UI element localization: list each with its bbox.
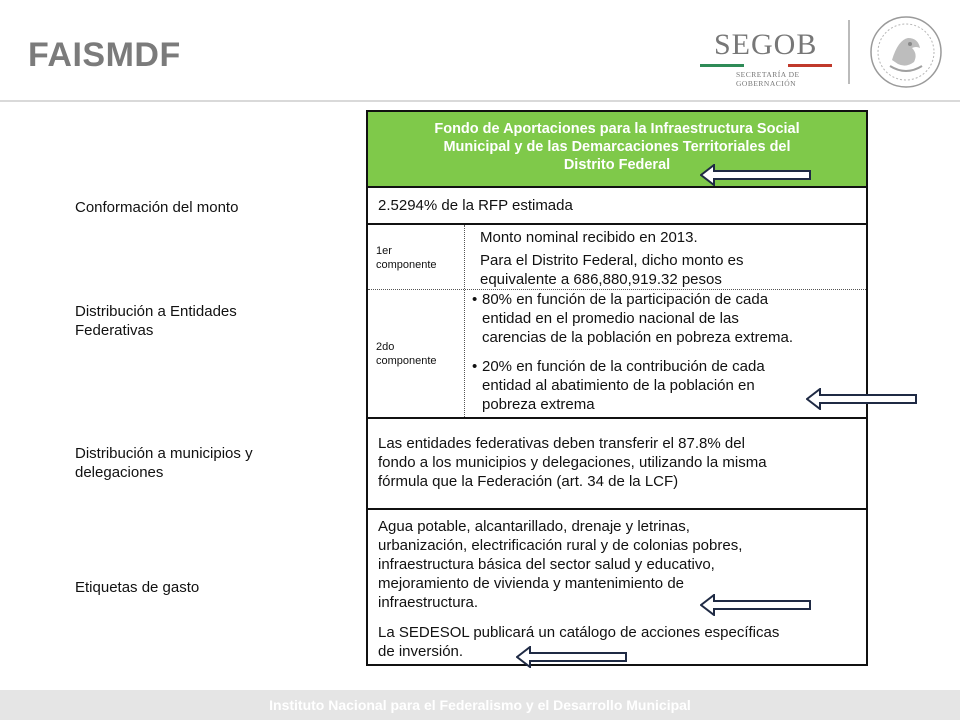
page-title: FAISMDF bbox=[28, 36, 181, 74]
national-seal-icon bbox=[868, 14, 944, 90]
comp2-label: 2do componente bbox=[376, 341, 437, 367]
segob-logo-subtitle: SECRETARÍA DE GOBERNACIÓN bbox=[736, 70, 800, 88]
sedesol-text: La SEDESOL publicará un catálogo de acciones específicas de inversión. bbox=[378, 624, 780, 660]
row-divider bbox=[368, 223, 866, 225]
comp1-line1: Monto nominal recibido en 2013. bbox=[480, 229, 698, 246]
municipios-text: Las entidades federativas deben transferir el 87.8% del fondo a los municipios y delegaciones, utilizando la misma fórmula que la Federación (art. 34 de la LCF) bbox=[378, 435, 767, 490]
label-entidades: Distribución a Entidades Federativas bbox=[75, 303, 237, 339]
label-conformacion: Conformación del monto bbox=[75, 199, 239, 216]
label-municipios: Distribución a municipios y delegaciones bbox=[75, 445, 253, 481]
segob-logo bbox=[700, 28, 840, 88]
conformacion-value: 2.5294% de la RFP estimada bbox=[378, 197, 573, 214]
bullet-item-1: • 80% en función de la participación de cada entidad en el promedio nacional de las carencias de la población en pobreza extrema. bbox=[472, 291, 794, 346]
comp1-line3: equivalente a 686,880,919.32 pesos bbox=[480, 271, 722, 288]
header-rule bbox=[0, 100, 960, 102]
faismdf-table bbox=[366, 110, 868, 666]
header-divider bbox=[848, 20, 850, 84]
row-divider bbox=[368, 417, 866, 419]
bullet-item-2: • 20% en función de la contribución de cada entidad al abatimiento de la población en pobreza extrema bbox=[472, 358, 765, 413]
table-header: Fondo de Aportaciones para la Infraestructura Social Municipal y de las Demarcaciones Territoriales del Distrito Federal bbox=[368, 112, 866, 188]
arrow-left-icon bbox=[516, 646, 628, 668]
segob-logo-bar bbox=[700, 64, 832, 67]
arrow-left-icon bbox=[700, 594, 812, 616]
etiquetas-text: Agua potable, alcantarillado, drenaje y letrinas, urbanización, electrificación rural y de colonias pobres, infraestructura básica del sector salud y educativo, mejoramiento de vivienda y mantenimiento de infraestructura. bbox=[378, 518, 743, 611]
row-divider bbox=[368, 508, 866, 510]
footer-text: Instituto Nacional para el Federalismo y el Desarrollo Municipal bbox=[269, 697, 691, 713]
label-etiquetas: Etiquetas de gasto bbox=[75, 579, 200, 596]
arrow-left-icon bbox=[700, 164, 812, 186]
comp1-line2: Para el Distrito Federal, dicho monto es bbox=[480, 252, 744, 269]
comp1-label: 1er componente bbox=[376, 245, 437, 271]
segob-logo-word: SEGOB bbox=[714, 28, 818, 61]
footer-bar bbox=[0, 690, 960, 720]
arrow-left-icon bbox=[806, 388, 918, 410]
component-divider bbox=[464, 225, 465, 417]
